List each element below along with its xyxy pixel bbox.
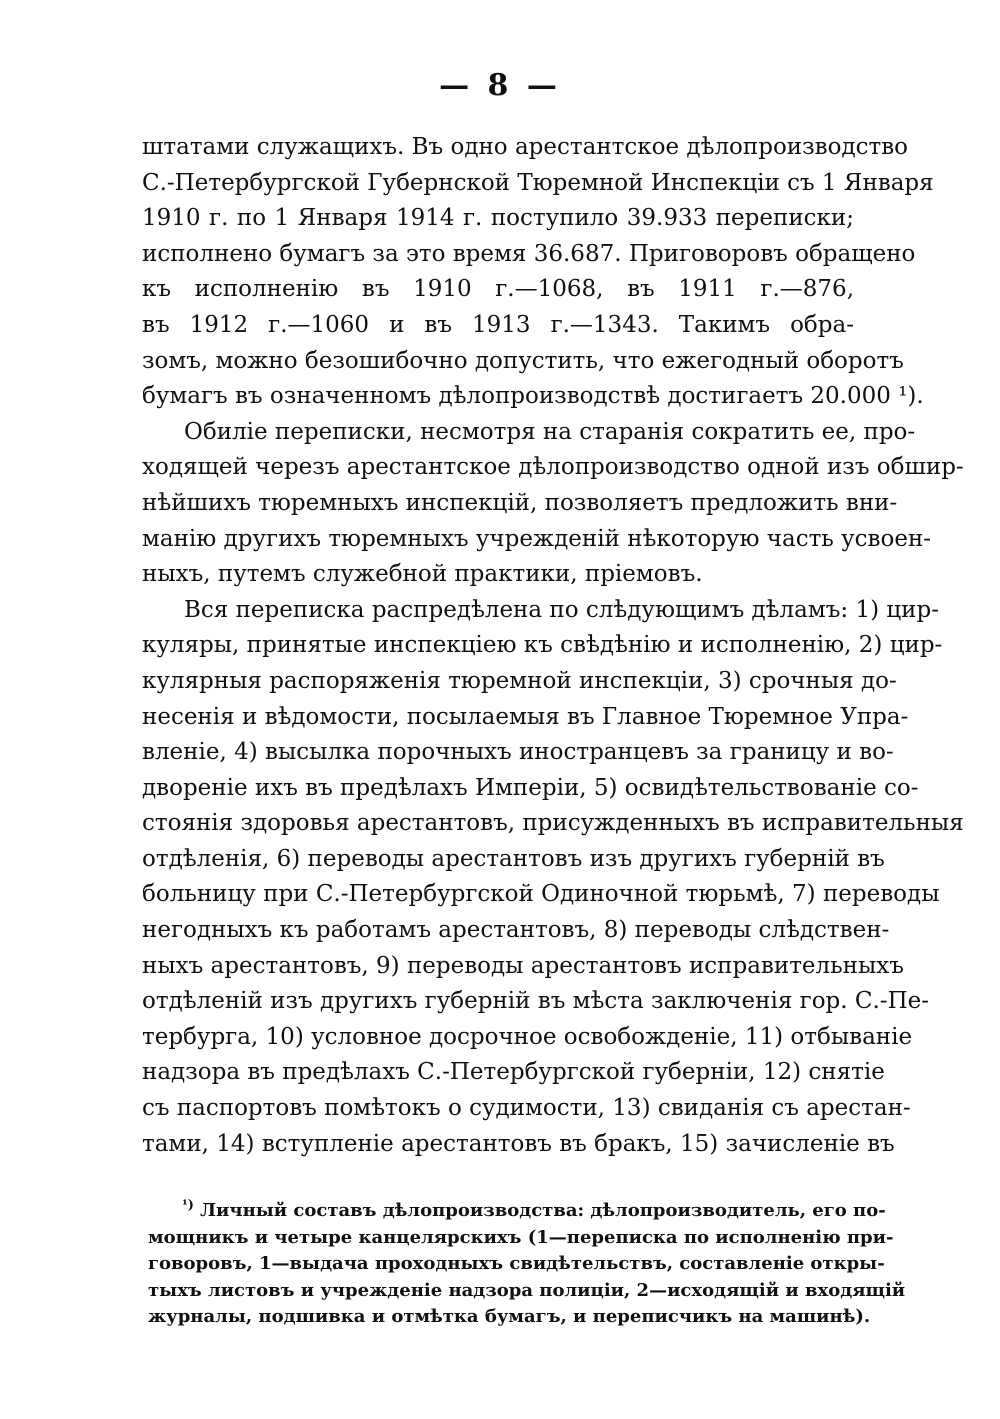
text-line: больницу при С.-Петербургской Одиночной тюрьмѣ, 7) переводы xyxy=(142,881,940,908)
paragraph-3 xyxy=(142,593,964,1163)
footnote-line: тыхъ листовъ и учрежденіе надзора полиціи, 2—исходящій и входящій xyxy=(148,1279,906,1301)
text-line: несенія и вѣдомости, посылаемыя въ Главное Тюремное Упра- xyxy=(142,703,909,730)
text-line: Обиліе переписки, несмотря на старанія сократить ее, про- xyxy=(184,418,916,445)
text-line: къ исполненію въ 1910 г.—1068, въ 1911 г.—876, xyxy=(142,276,854,303)
text-line: кулярныя распоряженія тюремной инспекціи, 3) срочныя до- xyxy=(142,667,897,694)
text-line: двореніе ихъ въ предѣлахъ Имперіи, 5) освидѣтельствованіе со- xyxy=(142,774,919,801)
text-line: негодныхъ къ работамъ арестантовъ, 8) переводы слѣдствен- xyxy=(142,917,890,944)
text-line: Вся переписка распредѣлена по слѣдующимъ дѣламъ: 1) цир- xyxy=(184,596,939,623)
footnote xyxy=(148,1198,906,1331)
text-line: С.-Петербургской Губернской Тюремной Инспекціи съ 1 Января xyxy=(142,169,934,196)
text-line: въ 1912 г.—1060 и въ 1913 г.—1343. Такимъ обра- xyxy=(142,311,854,338)
text-line: исполнено бумагъ за это время 36.687. Приговоровъ обращено xyxy=(142,240,916,267)
text-line: 1910 г. по 1 Января 1914 г. поступило 39.933 переписки; xyxy=(142,205,854,232)
text-line: надзора въ предѣлахъ С.-Петербургской губерніи, 12) снятіе xyxy=(142,1059,885,1086)
footnote-text: Личный составъ дѣлопроизводства: дѣлопроизводитель, его по- xyxy=(200,1200,886,1221)
text-line: тами, 14) вступленіе арестантовъ въ бракъ, 15) зачисленіе въ xyxy=(142,1130,895,1157)
text-line: отдѣленія, 6) переводы арестантовъ изъ другихъ губерній въ xyxy=(142,845,885,872)
footnote-line xyxy=(148,1198,886,1225)
text-line: ныхъ, путемъ служебной практики, пріемовъ. xyxy=(142,561,703,588)
text-line: ныхъ арестантовъ, 9) переводы арестантовъ исправительныхъ xyxy=(142,952,904,979)
page-number: — 8 — xyxy=(439,68,561,103)
text-line: штатами служащихъ. Въ одно арестантское дѣлопроизводство xyxy=(142,134,909,160)
text-line: стоянія здоровья арестантовъ, присужденныхъ въ исправительныя xyxy=(142,810,964,837)
text-line: куляры, принятые инспекціею къ свѣдѣнію и исполненію, 2) цир- xyxy=(142,632,943,659)
text-line: ходящей черезъ арестантское дѣлопроизводство одной изъ обшир- xyxy=(142,454,964,481)
footnote-line: говоровъ, 1—выдача проходныхъ свидѣтельствъ, составленіе откры- xyxy=(148,1253,885,1274)
paragraph-1 xyxy=(142,130,934,415)
text-line: отдѣленій изъ другихъ губерній въ мѣста заключенія гор. С.-Пе- xyxy=(142,988,930,1015)
text-line: тербурга, 10) условное досрочное освобожденіе, 11) отбываніе xyxy=(142,1023,913,1050)
text-line: бумагъ въ означенномъ дѣлопроизводствѣ достигаетъ 20.000 ¹). xyxy=(142,383,924,410)
footnote-line: журналы, подшивка и отмѣтка бумагъ, и переписчикъ на машинѣ). xyxy=(148,1306,871,1327)
text-line: нѣйшихъ тюремныхъ инспекцій, позволяетъ предложить вни- xyxy=(142,489,898,516)
paragraph-2 xyxy=(142,415,964,593)
text-line: вленіе, 4) высылка порочныхъ иностранцевъ за границу и во- xyxy=(142,739,894,766)
body-text xyxy=(142,130,964,1162)
footnote-line: мощникъ и четыре канцелярскихъ (1—переписка по исполненію при- xyxy=(148,1226,894,1248)
text-line: зомъ, можно безошибочно допустить, что ежегодный оборотъ xyxy=(142,347,904,374)
footnote-marker: ¹) xyxy=(182,1198,194,1213)
text-line: съ паспортовъ помѣтокъ о судимости, 13) свиданія съ арестан- xyxy=(142,1095,911,1122)
text-line: манію другихъ тюремныхъ учрежденій нѣкоторую часть усвоен- xyxy=(142,525,932,552)
